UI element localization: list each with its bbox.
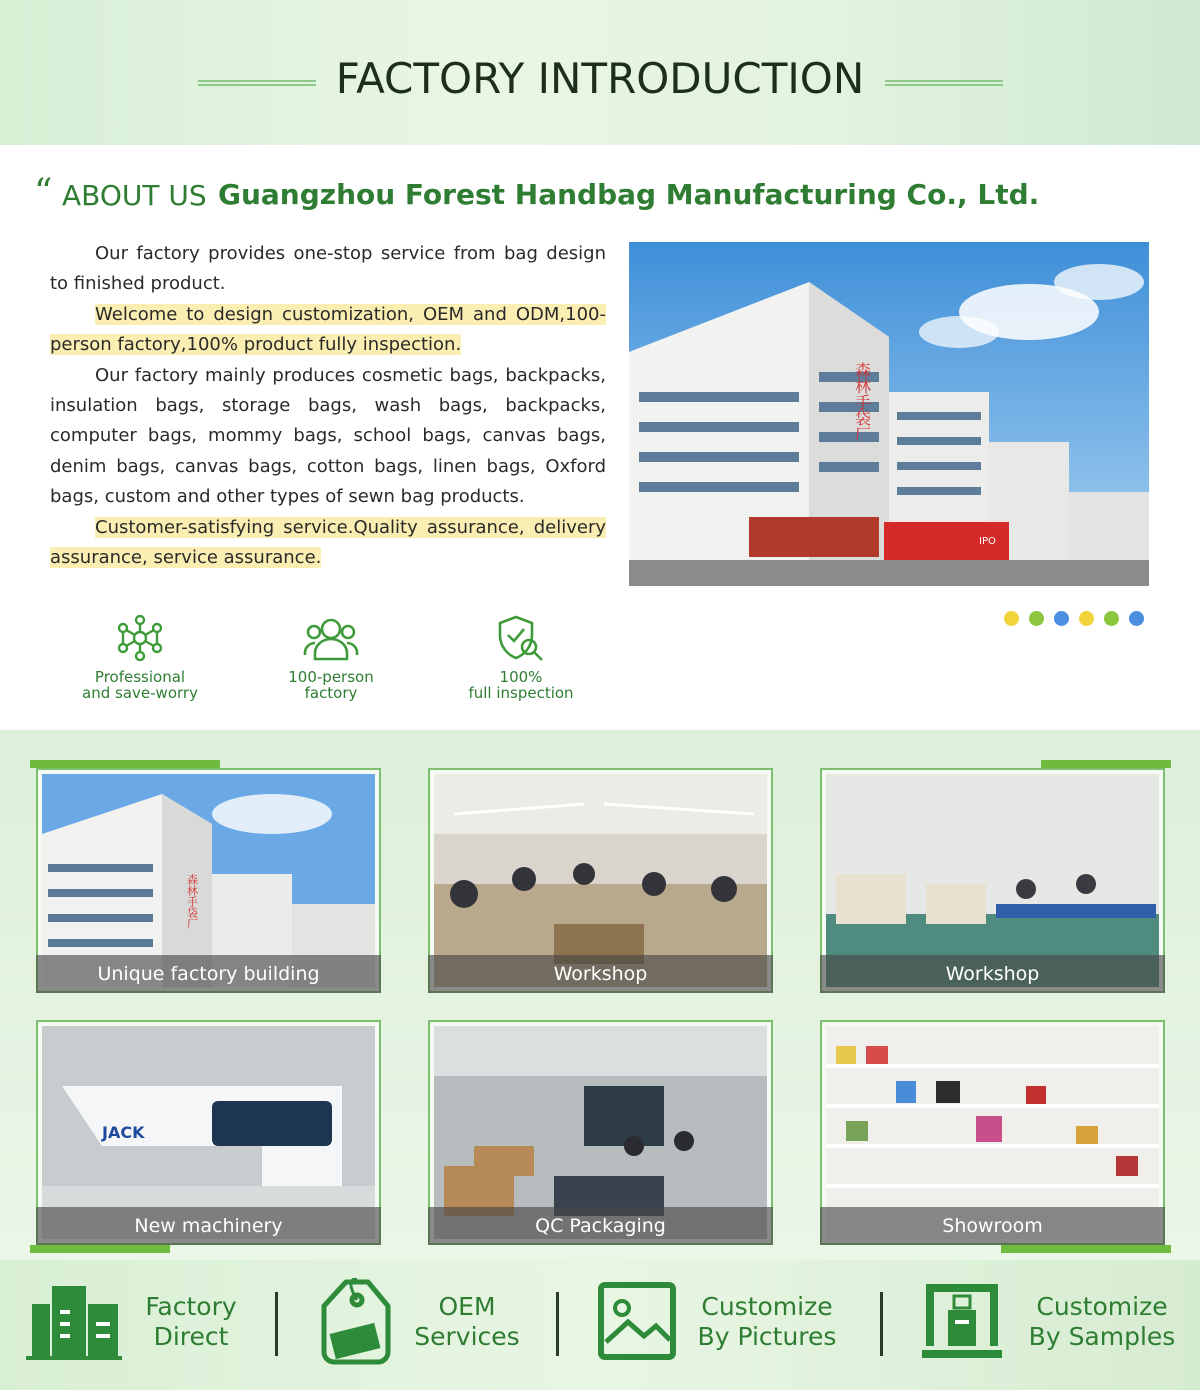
gallery-card-qc-packaging[interactable] (428, 1020, 773, 1245)
feature-line2: full inspection (468, 684, 574, 702)
carousel-dot[interactable] (1029, 611, 1044, 626)
feature-line1: Professional (94, 668, 186, 686)
highlighted-text: Welcome to design customization, OEM and ODM,100-person factory,100% product fully inspection. (50, 303, 606, 356)
carousel-dot[interactable] (1129, 611, 1144, 626)
gallery-card-workshop-2[interactable] (820, 768, 1165, 993)
company-name: Guangzhou Forest Handbag Manufacturing Co., Ltd. (218, 178, 1040, 211)
service-line1: Factory (145, 1292, 237, 1321)
gallery-card-factory-building[interactable] (36, 768, 381, 993)
feature-line2: factory (304, 684, 358, 702)
gallery-caption: Unique factory building (36, 955, 381, 993)
gallery-caption: Workshop (428, 955, 773, 993)
carousel-dot[interactable] (1054, 611, 1069, 626)
about-paragraph (50, 300, 606, 361)
feature-team (236, 615, 426, 701)
about-paragraph: Our factory provides one-stop service from bag design to finished product. (50, 243, 606, 295)
carousel-indicator (1004, 611, 1144, 626)
service-line1: OEM (438, 1292, 496, 1321)
service-line2: Direct (153, 1322, 229, 1351)
service-line2: Services (414, 1322, 520, 1351)
about-text (50, 239, 606, 573)
sample-machine-icon (922, 1280, 1002, 1360)
header-divider-left (198, 80, 316, 86)
about-paragraph (50, 513, 606, 574)
carousel-dot[interactable] (1004, 611, 1019, 626)
about-paragraph: Our factory mainly produces cosmetic bags, backpacks, insulation bags, storage bags, wash bags, backpacks, computer bags, mommy bags, school bags, canvas bags, denim bags, canvas bags, cotton bags, linen bags, Oxford bags, custom and other types of sewn bag products. (50, 364, 606, 508)
gallery-caption: Showroom (820, 1207, 1165, 1245)
factory-icon (26, 1282, 122, 1360)
service-line1: Customize (1036, 1292, 1168, 1321)
building-sign: 森林手袋厂 (852, 362, 872, 442)
header-divider-right (885, 80, 1003, 86)
highlighted-text: Customer-satisfying service.Quality assurance, delivery assurance, service assurance. (50, 516, 606, 569)
feature-inspection (426, 615, 616, 701)
gallery-card-machinery[interactable] (36, 1020, 381, 1245)
service-line2: By Samples (1028, 1322, 1176, 1351)
gallery-caption: Workshop (820, 955, 1165, 993)
quote-mark-icon: “ (34, 172, 53, 213)
building-sign: 森林手袋厂 (185, 874, 199, 929)
service-separator (275, 1292, 278, 1356)
inspection-shield-icon (496, 615, 546, 661)
carousel-dot[interactable] (1104, 611, 1119, 626)
gallery-card-showroom[interactable] (820, 1020, 1165, 1245)
price-tag-icon (316, 1278, 398, 1368)
feature-line1: 100% (499, 668, 543, 686)
service-separator (880, 1292, 883, 1356)
feature-professional (45, 615, 235, 701)
gallery-caption: QC Packaging (428, 1207, 773, 1245)
carousel-dot[interactable] (1079, 611, 1094, 626)
factory-building-photo (629, 242, 1149, 586)
service-line2: By Pictures (697, 1322, 837, 1351)
gallery-card-workshop-1[interactable] (428, 768, 773, 993)
team-icon (303, 615, 359, 661)
about-section (0, 145, 1200, 730)
container-label: IPO (979, 536, 996, 547)
picture-icon (598, 1282, 676, 1360)
service-separator (556, 1292, 559, 1356)
machine-brand: JACK (102, 1123, 145, 1142)
about-label: ABOUT US (62, 179, 207, 212)
factory-building-illustration (629, 242, 1149, 586)
page-header (0, 0, 1200, 145)
feature-line1: 100-person (288, 668, 374, 686)
feature-line2: and save-worry (82, 684, 198, 702)
network-icon (115, 615, 165, 661)
service-line1: Customize (701, 1292, 833, 1321)
page-title: FACTORY INTRODUCTION (335, 54, 865, 103)
gallery-caption: New machinery (36, 1207, 381, 1245)
